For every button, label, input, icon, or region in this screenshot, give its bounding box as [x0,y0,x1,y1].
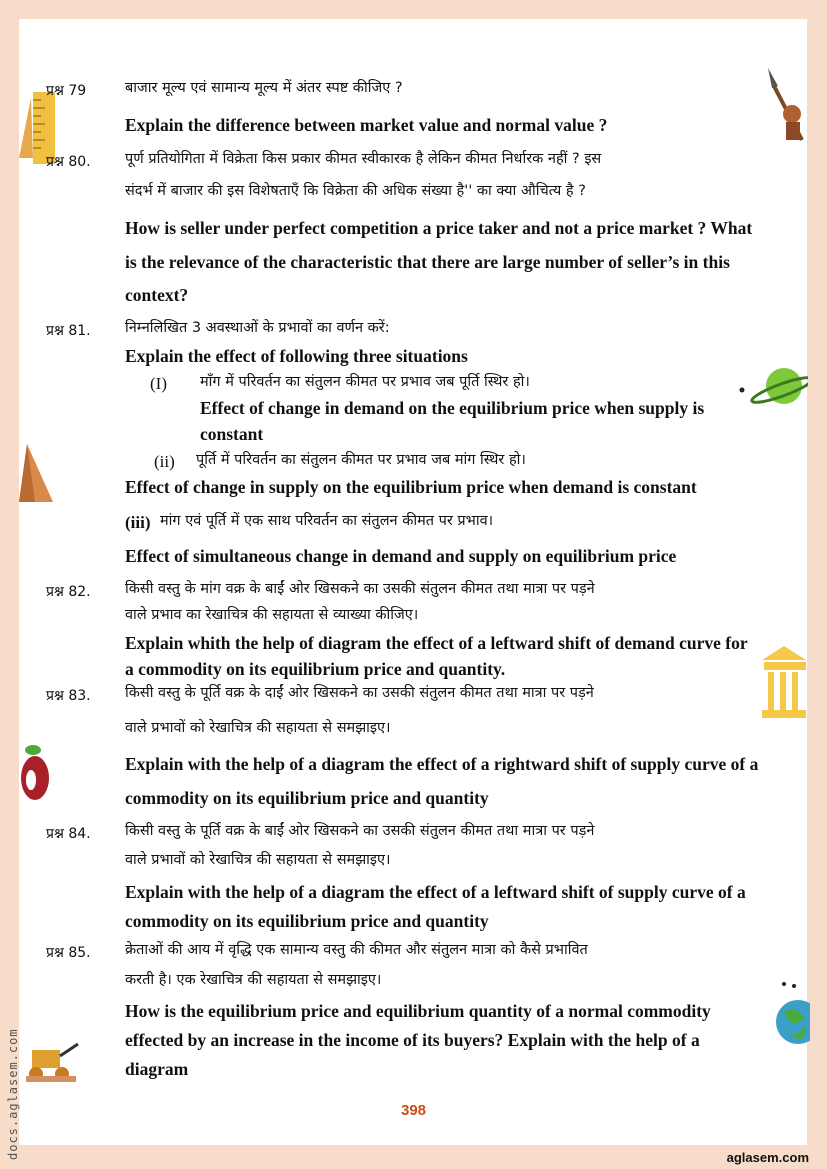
q83-hindi-line2: वाले प्रभावों को रेखाचित्र की सहायता से समझाइए। [125,720,391,736]
question-number-82: प्रश्न 82. [46,584,91,600]
q81-situation-1-label: (I) [150,374,167,393]
question-number-85: प्रश्न 85. [46,945,91,961]
q83-hindi-line1: किसी वस्तु के पूर्ति वक्र के दाईं ओर खिसकने का उसकी संतुलन कीमत तथा मात्रा पर पड़ने [125,685,594,701]
q81-situation-1-english-line1: Effect of change in demand on the equilibrium price when supply is [200,398,705,418]
q81-situation-2-hindi: पूर्ति में परिवर्तन का संतुलन कीमत पर प्रभाव जब मांग स्थिर हो। [196,452,526,468]
q81-situation-3-english: Effect of simultaneous change in demand and supply on equilibrium price [125,546,677,566]
cart-clipart [22,1036,80,1086]
q81-situation-2-label: (ii) [154,452,175,471]
q84-hindi-line1: किसी वस्तु के पूर्ति वक्र के बाईं ओर खिसकने का उसकी संतुलन कीमत तथा मात्रा पर पड़ने [125,823,595,839]
q83-english-line2: commodity on its equilibrium price and quantity [125,788,489,808]
q84-english-line1: Explain with the help of a diagram the effect of a leftward shift of supply curve of a [125,882,746,902]
q85-hindi-line1: क्रेताओं की आय में वृद्धि एक सामान्य वस्तु की कीमत और संतुलन मात्रा को कैसे प्रभावित [125,942,588,958]
q81-situation-1-hindi: माँग में परिवर्तन का संतुलन कीमत पर प्रभाव जब पूर्ति स्थिर हो। [200,374,530,390]
q80-english-line2: is the relevance of the characteristic that there are large number of seller’s in this [125,252,730,272]
q81-hindi: निम्नलिखित 3 अवस्थाओं के प्रभावों का वर्णन करें: [125,320,390,336]
q80-hindi-line2: संदर्भ में बाजार की इस विशेषताएँ कि विक्रेता की अधिक संख्या है'' का क्या औचित्य है ? [125,183,586,199]
watermark: docs.aglasem.com [6,1028,20,1160]
q84-english-line2: commodity on its equilibrium price and quantity [125,911,489,931]
question-number-83: प्रश्न 83. [46,688,91,704]
site-name[interactable]: aglasem.com [726,1150,809,1165]
q81-situation-1-english-line2: constant [200,424,264,444]
q82-english-line2: a commodity on its equilibrium price and quantity. [125,659,506,679]
question-number-84: प्रश्न 84. [46,826,91,842]
q81-english: Explain the effect of following three situations [125,346,468,366]
q82-hindi-line1: किसी वस्तु के मांग वक्र के बाईं ओर खिसकने का उसकी संतुलन कीमत तथा मात्रा पर पड़ने [125,581,595,597]
question-number-79: प्रश्न 79 [46,83,87,99]
q85-english-line1: How is the equilibrium price and equilibrium quantity of a normal commodity [125,1001,711,1021]
page-number: 398 [400,1102,427,1119]
question-number-81: प्रश्न 81. [46,323,91,339]
q80-hindi-line1: पूर्ण प्रतियोगिता में विक्रेता किस प्रकार कीमत स्वीकारक है लेकिन कीमत निर्धारक नहीं ? इस [125,151,602,167]
pillar-clipart [758,644,808,720]
q85-english-line2: effected by an increase in the income of its buyers? Explain with the help of a [125,1030,700,1050]
question-number-80: प्रश्न 80. [46,154,91,170]
q85-english-line3: diagram [125,1059,189,1079]
q81-situation-2-english: Effect of change in supply on the equilibrium price when demand is constant [125,477,697,497]
q81-situation-3-label: (iii) [125,513,151,532]
q79-hindi: बाजार मूल्य एवं सामान्य मूल्य में अंतर स्पष्ट कीजिए ? [125,80,403,96]
q83-english-line1: Explain with the help of a diagram the effect of a rightward shift of supply curve of a [125,754,759,774]
q80-english-line1: How is seller under perfect competition a price taker and not a price market ? What [125,218,753,238]
q82-hindi-line2: वाले प्रभाव का रेखाचित्र की सहायता से व्याख्या कीजिए। [125,607,419,623]
cone-clipart [19,442,55,504]
q85-hindi-line2: करती है। एक रेखाचित्र की सहायता से समझाइए। [125,972,382,988]
fruit-clipart [19,740,53,804]
q82-english-line1: Explain whith the help of diagram the effect of a leftward shift of demand curve for [125,633,748,653]
q80-english-line3: context? [125,285,189,305]
q84-hindi-line2: वाले प्रभावों को रेखाचित्र की सहायता से समझाइए। [125,852,391,868]
q79-english: Explain the difference between market value and normal value ? [125,115,608,135]
q81-situation-3-hindi: मांग एवं पूर्ति में एक साथ परिवर्तन का संतुलन कीमत पर प्रभाव। [160,513,494,529]
